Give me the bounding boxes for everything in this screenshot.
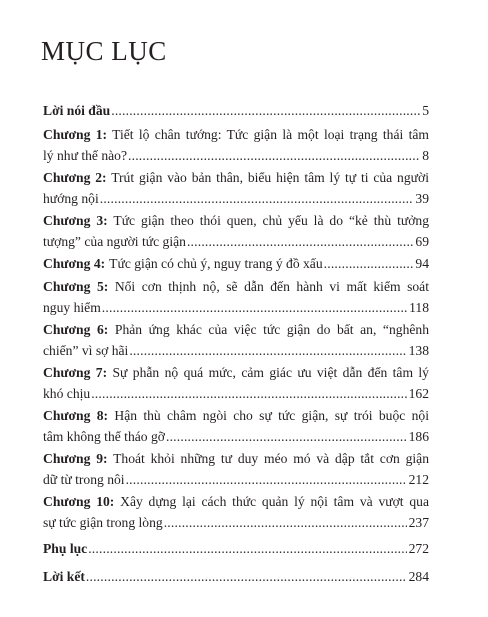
entry-title-line-2: chiến” vì sợ hãi (43, 343, 129, 358)
toc-entry-chapter-6[interactable] (43, 319, 429, 361)
entry-title-line-1: Hận thù châm ngòi cho sự tức giận, sự trói buộc nội (114, 408, 429, 423)
dot-leader (324, 253, 414, 274)
toc-entry-chapter-1[interactable] (43, 124, 429, 166)
entry-label: Chương 8: (43, 408, 109, 423)
dot-leader (102, 297, 407, 318)
entry-title-line-1: Nổi cơn thịnh nộ, sẽ dẫn đến hành vi mất kiểm soát (114, 279, 429, 294)
toc-entry-chapter-2[interactable] (43, 167, 429, 209)
toc-entry-chapter-5[interactable] (43, 276, 429, 318)
toc-entry-appendix[interactable] (43, 538, 429, 559)
entry-label: Chương 3: (43, 213, 108, 228)
toc-entry-chapter-3[interactable] (43, 210, 429, 252)
entry-label: Phụ lục (43, 541, 88, 556)
entry-label: Chương 2: (43, 170, 107, 185)
dot-leader (88, 538, 406, 559)
entry-title-line-1: Tiết lộ chân tướng: Tức giận là một loại trạng thái tâm (112, 127, 430, 142)
dot-leader (166, 426, 407, 447)
dot-leader (111, 100, 420, 121)
dot-leader (128, 145, 420, 166)
entry-title-line-1: Xây dựng lại cách thức quản lý nội tâm và vượt qua (120, 494, 429, 509)
entry-label: Chương 5: (43, 279, 109, 294)
entry-label: Lời nói đầu (43, 103, 111, 118)
entry-page-number: 69 (415, 234, 429, 249)
entry-title-line-1: Thoát khỏi những tư duy méo mó và dập tắt cơn giận (113, 451, 429, 466)
toc-entry-epilogue[interactable] (43, 566, 429, 587)
entry-label: Chương 10: (43, 494, 115, 509)
entry-page-number: 272 (408, 541, 429, 556)
toc-entry-chapter-10[interactable] (43, 491, 429, 533)
toc-entry-chapter-9[interactable] (43, 448, 429, 490)
entry-page-number: 237 (408, 515, 429, 530)
entry-label: Chương 7: (43, 365, 108, 380)
entry-title-line-2: lý như thế nào? (43, 148, 127, 163)
toc-entry-preface[interactable] (43, 100, 429, 121)
entry-title-line-1: Phản ứng khác của việc tức giận do bất an, “nghênh (114, 322, 429, 337)
entry-title-line-2: hướng nội (43, 191, 99, 206)
entry-page-number: 39 (415, 191, 429, 206)
dot-leader (100, 188, 414, 209)
table-of-contents (43, 100, 429, 587)
entry-label: Chương 1: (43, 127, 108, 142)
entry-page-number: 94 (415, 256, 429, 271)
dot-leader (129, 340, 406, 361)
dot-leader (91, 383, 406, 404)
entry-page-number: 186 (408, 429, 429, 444)
entry-title-line-1: Sự phẫn nộ quá mức, cảm giác ưu việt dẫn đến tâm lý (112, 365, 429, 380)
entry-title-line-2: tượng” của người tức giận (43, 234, 186, 249)
entry-page-number: 162 (408, 386, 429, 401)
entry-page-number: 138 (408, 343, 429, 358)
entry-page-number: 212 (408, 472, 429, 487)
toc-entry-chapter-8[interactable] (43, 405, 429, 447)
entry-title-line-2: nguy hiểm (43, 300, 101, 315)
entry-page-number: 118 (409, 300, 429, 315)
entry-title-line-2: khó chịu (43, 386, 91, 401)
entry-title-line-1: Tức giận có chủ ý, nguy trang ý đồ xấu (109, 256, 323, 271)
dot-leader (187, 231, 413, 252)
entry-title-line-2: sự tức giận trong lòng (43, 515, 163, 530)
entry-page-number: 8 (422, 148, 429, 163)
entry-label: Lời kết (43, 569, 85, 584)
entry-label: Chương 6: (43, 322, 109, 337)
dot-leader (164, 512, 407, 533)
entry-title-line-1: Trút giận vào bản thân, biểu hiện tâm lý tự ti của người (111, 170, 429, 185)
entry-label: Chương 9: (43, 451, 108, 466)
entry-label: Chương 4: (43, 256, 106, 271)
dot-leader (86, 566, 407, 587)
entry-title-line-2: dữ từ trong nôi (43, 472, 125, 487)
entry-page-number: 5 (422, 103, 429, 118)
entry-page-number: 284 (408, 569, 429, 584)
dot-leader (126, 469, 407, 490)
toc-heading: MỤC LỤC (41, 36, 167, 66)
toc-entry-chapter-4[interactable] (43, 253, 429, 274)
entry-title-line-1: Tức giận theo thói quen, chủ yếu là do “kẻ thù tưởng (113, 213, 429, 228)
toc-entry-chapter-7[interactable] (43, 362, 429, 404)
entry-title-line-2: tâm không thể tháo gỡ (43, 429, 165, 444)
